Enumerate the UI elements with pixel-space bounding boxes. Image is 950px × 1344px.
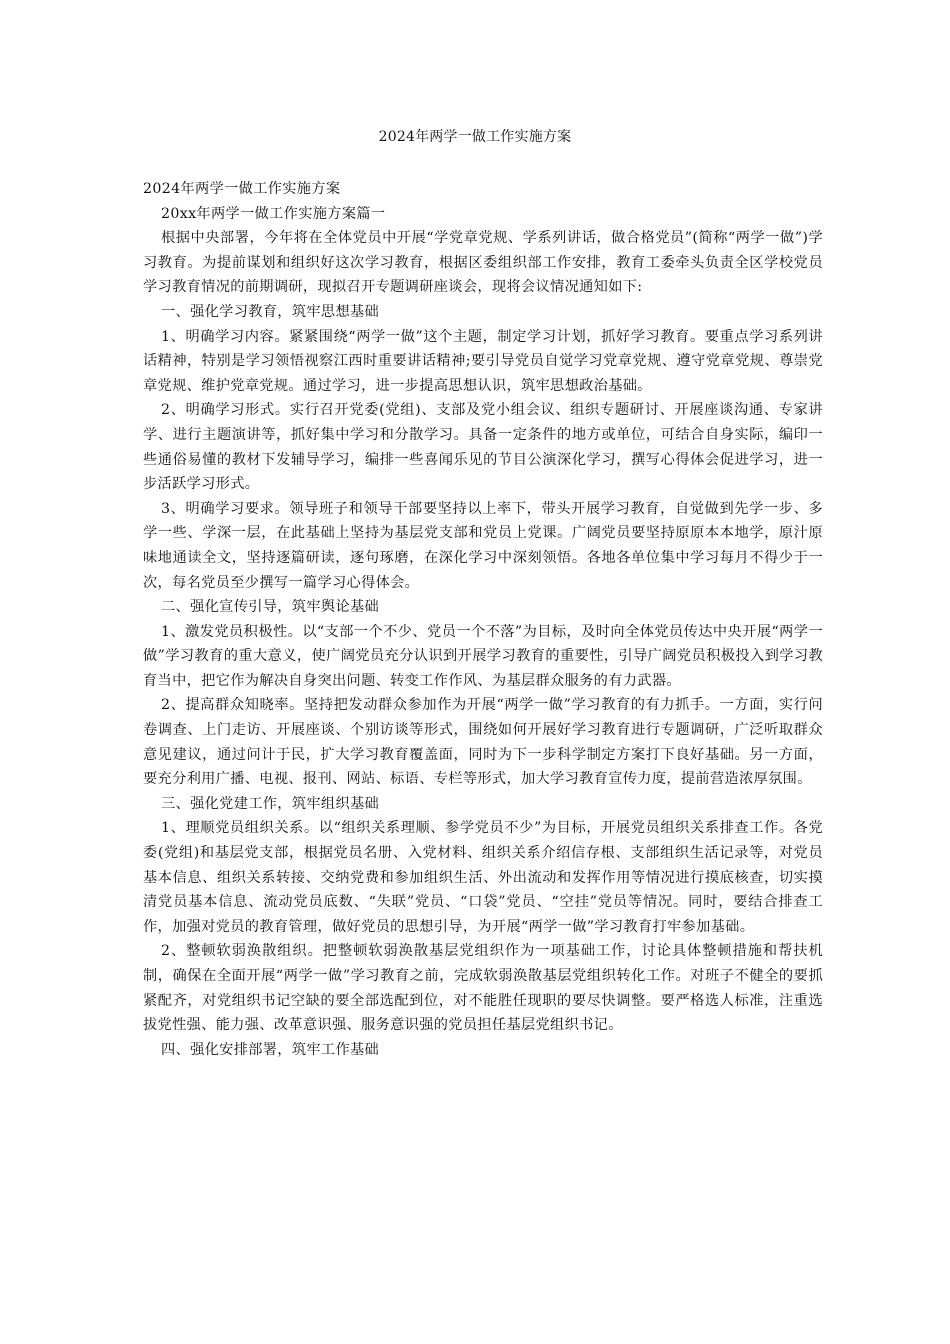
- heading-3: 三、强化党建工作，筑牢组织基础: [161, 795, 380, 812]
- heading-4: 四、强化安排部署，筑牢工作基础: [161, 1041, 380, 1058]
- paragraph: 1、理顺党员组织关系。以“组织关系理顺、参学党员不少”为目标，开展党员组织关系排查工作。各党委(党组)和基层党支部，根据党员名册、入党材料、组织关系介绍信存根、支部组织生活记录等，对党员基本信息、组织关系转接、交纳党费和参加组织生活、外出流动和发挥作用等情况进行摸底核查，切实摸清党员基本信息、流动党员底数、“失联”党员、“口袋”党员、“空挂”党员等情况。同时，要结合排查工作，加强对党员的教育管理，做好党员的思想引导，为开展“两学一做”学习教育打牢参加基础。: [143, 820, 823, 935]
- section-title: 2024年两学一做工作实施方案: [143, 181, 341, 197]
- paragraph: 2、明确学习形式。实行召开党委(党组)、支部及党小组会议、组织专题研讨、开展座谈沟通、专家讲学、进行主题演讲等，抓好集中学习和分散学习。具备一定条件的地方或单位，可结合自身实际，编印一些通俗易懂的教材下发辅导学习，编排一些喜闻乐见的节目公演深化学习，撰写心得体会促进学习，进一步活跃学习形式。: [143, 402, 823, 493]
- document-title: 2024年两学一做工作实施方案: [378, 129, 572, 145]
- document-body: [143, 177, 823, 1062]
- paragraph: 1、激发党员积极性。以“支部一个不少、党员一个不落”为目标，及时向全体党员传达中央开展“两学一做”学习教育的重大意义，使广阔党员充分认识到开展学习教育的重要性，引导广阔党员积极投入到学习教育当中，把它作为解决自身突出问题、转变工作作风、为基层群众服务的有力武器。: [143, 623, 823, 689]
- paragraph: 根据中央部署，今年将在全体党员中开展“学党章党规、学系列讲话，做合格党员”(简称“两学一做”)学习教育。为提前谋划和组织好这次学习教育，根据区委组织部工作安排，教育工委牵头负责全区学校党员学习教育情况的前期调研，现拟召开专题调研座谈会，现将会议情况通知如下:: [143, 230, 823, 296]
- subsection-title: 20xx年两学一做工作实施方案篇一: [161, 205, 386, 222]
- paragraph: 1、明确学习内容。紧紧围绕“两学一做”这个主题，制定学习计划，抓好学习教育。要重点学习系列讲话精神，特别是学习领悟视察江西时重要讲话精神;要引导党员自觉学习党章党规、遵守党章党规、尊崇党章党规、维护党章党规。通过学习，进一步提高思想认识，筑牢思想政治基础。: [143, 328, 823, 394]
- paragraph: 3、明确学习要求。领导班子和领导干部要坚持以上率下，带头开展学习教育，自觉做到先学一步、多学一些、学深一层，在此基础上坚持为基层党支部和党员上党课。广阔党员要坚持原原本本地学，原汁原味地通读全文，坚持逐篇研读，逐句琢磨，在深化学习中深刻领悟。各地各单位集中学习每月不得少于一次，每名党员至少撰写一篇学习心得体会。: [143, 500, 823, 591]
- heading-2: 二、强化宣传引导，筑牢舆论基础: [161, 599, 380, 616]
- paragraph: 2、整顿软弱涣散组织。把整顿软弱涣散基层党组织作为一项基础工作，讨论具体整顿措施和帮扶机制，确保在全面开展“两学一做”学习教育之前，完成软弱涣散基层党组织转化工作。对班子不健全的要抓紧配齐，对党组织书记空缺的要全部选配到位，对不能胜任现职的要尽快调整。要严格选人标准，注重选拔党性强、能力强、改革意识强、服务意识强的党员担任基层党组织书记。: [143, 943, 823, 1034]
- heading-1: 一、强化学习教育，筑牢思想基础: [161, 303, 380, 320]
- paragraph: 2、提高群众知晓率。坚持把发动群众参加作为开展“两学一做”学习教育的有力抓手。一方面，实行问卷调查、上门走访、开展座谈、个别访谈等形式，围绕如何开展好学习教育进行专题调研，广泛听取群众意见建议，通过问计于民，扩大学习教育覆盖面，同时为下一步科学制定方案打下良好基础。另一方面，要充分利用广播、电视、报刊、网站、标语、专栏等形式，加大学习教育宣传力度，提前营造浓厚氛围。: [143, 697, 823, 788]
